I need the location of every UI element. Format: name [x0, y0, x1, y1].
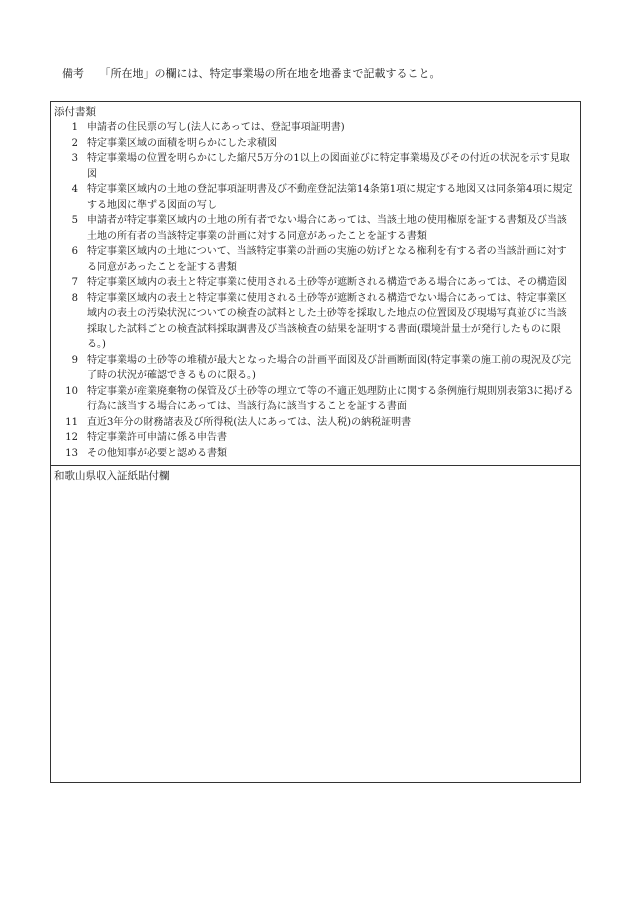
attachment-number: 2 [71, 137, 78, 149]
attachment-number: 9 [71, 354, 78, 366]
attachment-text: 特定事業場の位置を明らかにした縮尺5万分の1以上の図面並びに特定事業場及びその付近の状況を示す見取図 [87, 153, 570, 180]
revenue-stamp-area [51, 466, 580, 782]
attachment-text: 特定事業が産業廃棄物の保管及び土砂等の埋立て等の不適正処理防止に関する条例施行規則別表第3に掲げる行為に該当する場合にあっては、当該行為に該当することを証する書面 [87, 385, 574, 412]
remarks-text: 「所在地」の欄には、特定事業場の所在地を地番まで記載すること。 [99, 67, 441, 80]
attachment-text: 申請者の住民票の写し(法人にあっては、登記事項証明書) [87, 122, 345, 133]
attachment-number: 10 [65, 385, 78, 397]
attachments-title: 添付書類 [54, 106, 96, 118]
attachment-item [54, 136, 574, 152]
revenue-stamp-title: 和歌山県収入証紙貼付欄 [54, 470, 170, 482]
attachment-item [54, 430, 574, 446]
attachment-item [54, 182, 574, 213]
attachment-number: 5 [71, 215, 78, 226]
remarks-note [62, 66, 441, 82]
attachment-text: 特定事業区域内の表土と特定事業に使用される土砂等が遮断される構造でない場合にあっては、特定事業区域内の表土の汚染状況についての検査の試料とした土砂等を採取した地点の位置図及び現場写真並びに当該採取した試料ごとの検査試料採取調書及び当該検査の結果を証明する書面(環境計量士が発行したものに限る。) [87, 292, 567, 350]
attachment-item [54, 244, 574, 275]
attachment-number: 8 [71, 292, 78, 304]
attachment-number: 13 [65, 447, 78, 459]
attachment-number: 1 [71, 122, 78, 133]
attachment-text: その他知事が必要と認める書類 [87, 447, 227, 459]
attachment-text: 直近3年分の財務諸表及び所得税(法人にあっては、法人税)の納税証明書 [87, 416, 412, 428]
attachment-item [54, 213, 574, 244]
attachment-text: 特定事業区域内の土地について、当該特定事業の計画の実施の妨げとなる権利を有する者の当該計画に対する同意があったことを証する書類 [87, 246, 567, 273]
attachment-text: 申請者が特定事業区域内の土地の所有者でない場合にあっては、当該土地の使用権原を証する書類及び当該土地の所有者の当該特定事業の計画に対する同意があったことを証する書類 [87, 215, 567, 242]
attachment-number: 3 [71, 153, 78, 164]
attachment-item [54, 291, 574, 353]
attachment-item [54, 384, 574, 415]
attachment-text: 特定事業区域の面積を明らかにした求積図 [87, 137, 277, 149]
attachment-number: 7 [71, 277, 78, 288]
attachment-item [54, 275, 574, 291]
attachment-text: 特定事業区域内の土地の登記事項証明書及び不動産登記法第14条第1項に規定する地図又は同条第4項に規定する地図に準ずる図面の写し [87, 184, 573, 211]
remarks-label: 備考 [62, 67, 84, 80]
attachment-number: 12 [65, 432, 78, 443]
attachment-item [54, 446, 574, 462]
attachment-item [54, 151, 574, 182]
attachment-number: 6 [71, 246, 78, 257]
attachment-item [54, 353, 574, 384]
attachments-list [54, 120, 574, 461]
attachment-text: 特定事業場の土砂等の堆積が最大となった場合の計画平面図及び計画断面図(特定事業の施工前の現況及び完了時の状況が確認できるものに限る。) [87, 354, 571, 381]
attachment-text: 特定事業許可申請に係る申告書 [87, 432, 227, 443]
attachment-item [54, 120, 574, 136]
attachment-item [54, 415, 574, 431]
form-table [50, 101, 581, 783]
attachment-number: 4 [71, 184, 78, 195]
attachment-text: 特定事業区域内の表土と特定事業に使用される土砂等が遮断される構造である場合にあっては、その構造図 [87, 277, 567, 288]
attachments-section [51, 102, 580, 466]
attachment-number: 11 [65, 416, 78, 428]
